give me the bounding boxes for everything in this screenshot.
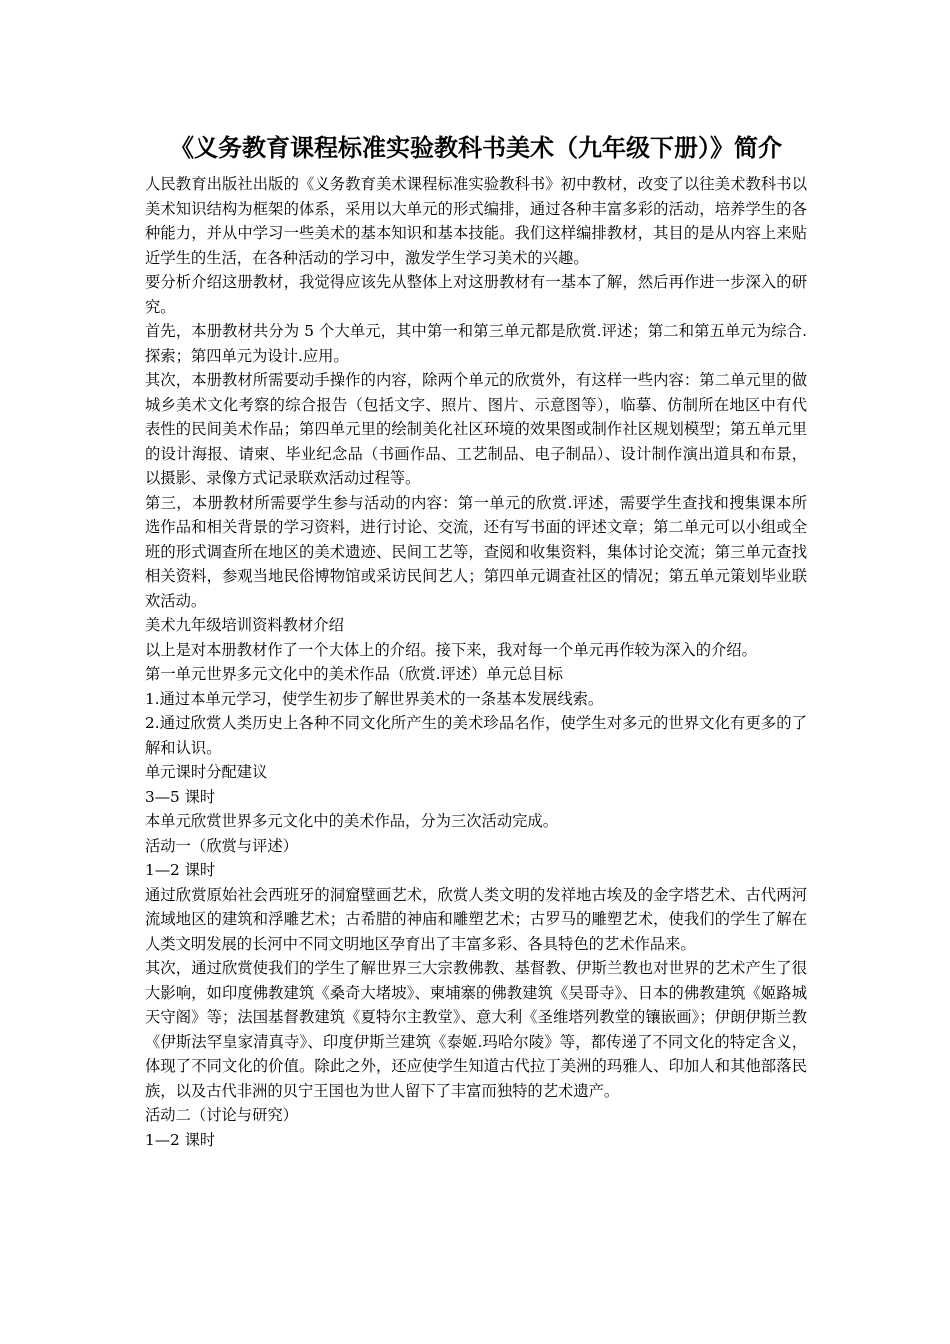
paragraph: 3—5 课时: [145, 787, 216, 806]
paragraph: 人民教育出版社出版的《义务教育美术课程标准实验教科书》初中教材，改变了以往美术教科书以美术知识结构为框架的体系，采用以大单元的形式编排，通过各种丰富多彩的活动，培养学生的各种能力，并从中学习一些美术的基本知识和基本技能。我们这样编排教材，其目的是从内容上来贴近学生的生活，在各种活动的学习中，激发学生学习美术的兴趣。: [145, 175, 807, 267]
paragraph: 本单元欣赏世界多元文化中的美术作品，分为三次活动完成。: [145, 812, 559, 830]
paragraph: 美术九年级培训资料教材介绍: [145, 616, 344, 634]
paragraph: 活动二（讨论与研究）: [145, 1106, 298, 1124]
paragraph: 1—2 课时: [145, 1130, 216, 1149]
paragraph: 首先，本册教材共分为 5 个大单元，其中第一和第三单元都是欣赏.评述；第二和第五单元为综合.探索；第四单元为设计.应用。: [145, 322, 807, 365]
document-title: 《义务教育课程标准实验教科书美术（九年级下册）》简介: [170, 134, 782, 162]
paragraph: 第三，本册教材所需要学生参与活动的内容：第一单元的欣赏.评述，需要学生查找和搜集课本所选作品和相关背景的学习资料，进行讨论、交流，还有写书面的评述文章；第二单元可以小组或全班的形式调查所在地区的美术遗迹、民间工艺等，查阅和收集资料，集体讨论交流；第三单元查找相关资料，参观当地民俗博物馆或采访民间艺人；第四单元调查社区的情况；第五单元策划毕业联欢活动。: [145, 493, 807, 610]
paragraph: 以上是对本册教材作了一个大体上的介绍。接下来，我对每一个单元再作较为深入的介绍。: [145, 640, 757, 659]
paragraph: 单元课时分配建议: [145, 763, 268, 781]
paragraph: 活动一（欣赏与评述）: [145, 836, 298, 855]
document-body: [145, 172, 807, 1152]
paragraph: 1—2 课时: [145, 861, 216, 879]
paragraph: 其次，本册教材所需要动手操作的内容，除两个单元的欣赏外，有这样一些内容：第二单元里的做城乡美术文化考察的综合报告（包括文字、照片、图片、示意图等），临摹、仿制所在地区中有代表性的民间美术作品；第四单元里的绘制美化社区环境的效果图或制作社区规划模型；第五单元里的设计海报、请柬、毕业纪念品（书画作品、工艺制品、电子制品）、设计制作演出道具和布景，以摄影、录像方式记录联欢活动过程等。: [145, 371, 807, 487]
paragraph: 通过欣赏原始社会西班牙的洞窟壁画艺术，欣赏人类文明的发祥地古埃及的金字塔艺术、古代两河流域地区的建筑和浮雕艺术；古希腊的神庙和雕塑艺术；古罗马的雕塑艺术，使我们的学生了解在人类文明发展的长河中不同文明地区孕育出了丰富多彩、各具特色的艺术作品来。: [145, 885, 807, 953]
paragraph: 要分析介绍这册教材，我觉得应该先从整体上对这册教材有一基本了解，然后再作进一步深入的研究。: [145, 273, 807, 316]
paragraph: 其次，通过欣赏使我们的学生了解世界三大宗教佛教、基督教、伊斯兰教也对世界的艺术产生了很大影响，如印度佛教建筑《桑奇大堵坡》、柬埔寨的佛教建筑《吴哥寺》、日本的佛教建筑《姬路城天守阁》等；法国基督教建筑《夏特尔主教堂》、意大利《圣维塔列教堂的镶嵌画》；伊朗伊斯兰教《伊斯法罕皇家清真寺》、印度伊斯兰建筑《泰姬.玛哈尔陵》等，都传递了不同文化的特定含义，体现了不同文化的价值。除此之外，还应使学生知道古代拉丁美洲的玛雅人、印加人和其他部落民族，以及古代非洲的贝宁王国也为世人留下了丰富而独特的艺术遗产。: [145, 959, 807, 1100]
paragraph: 2.通过欣赏人类历史上各种不同文化所产生的美术珍品名作，使学生对多元的世界文化有更多的了解和认识。: [145, 714, 807, 757]
document-page: [145, 132, 807, 1152]
paragraph: 第一单元世界多元文化中的美术作品（欣赏.评述）单元总目标: [145, 665, 563, 683]
paragraph: 1.通过本单元学习，使学生初步了解世界美术的一条基本发展线索。: [145, 689, 604, 708]
